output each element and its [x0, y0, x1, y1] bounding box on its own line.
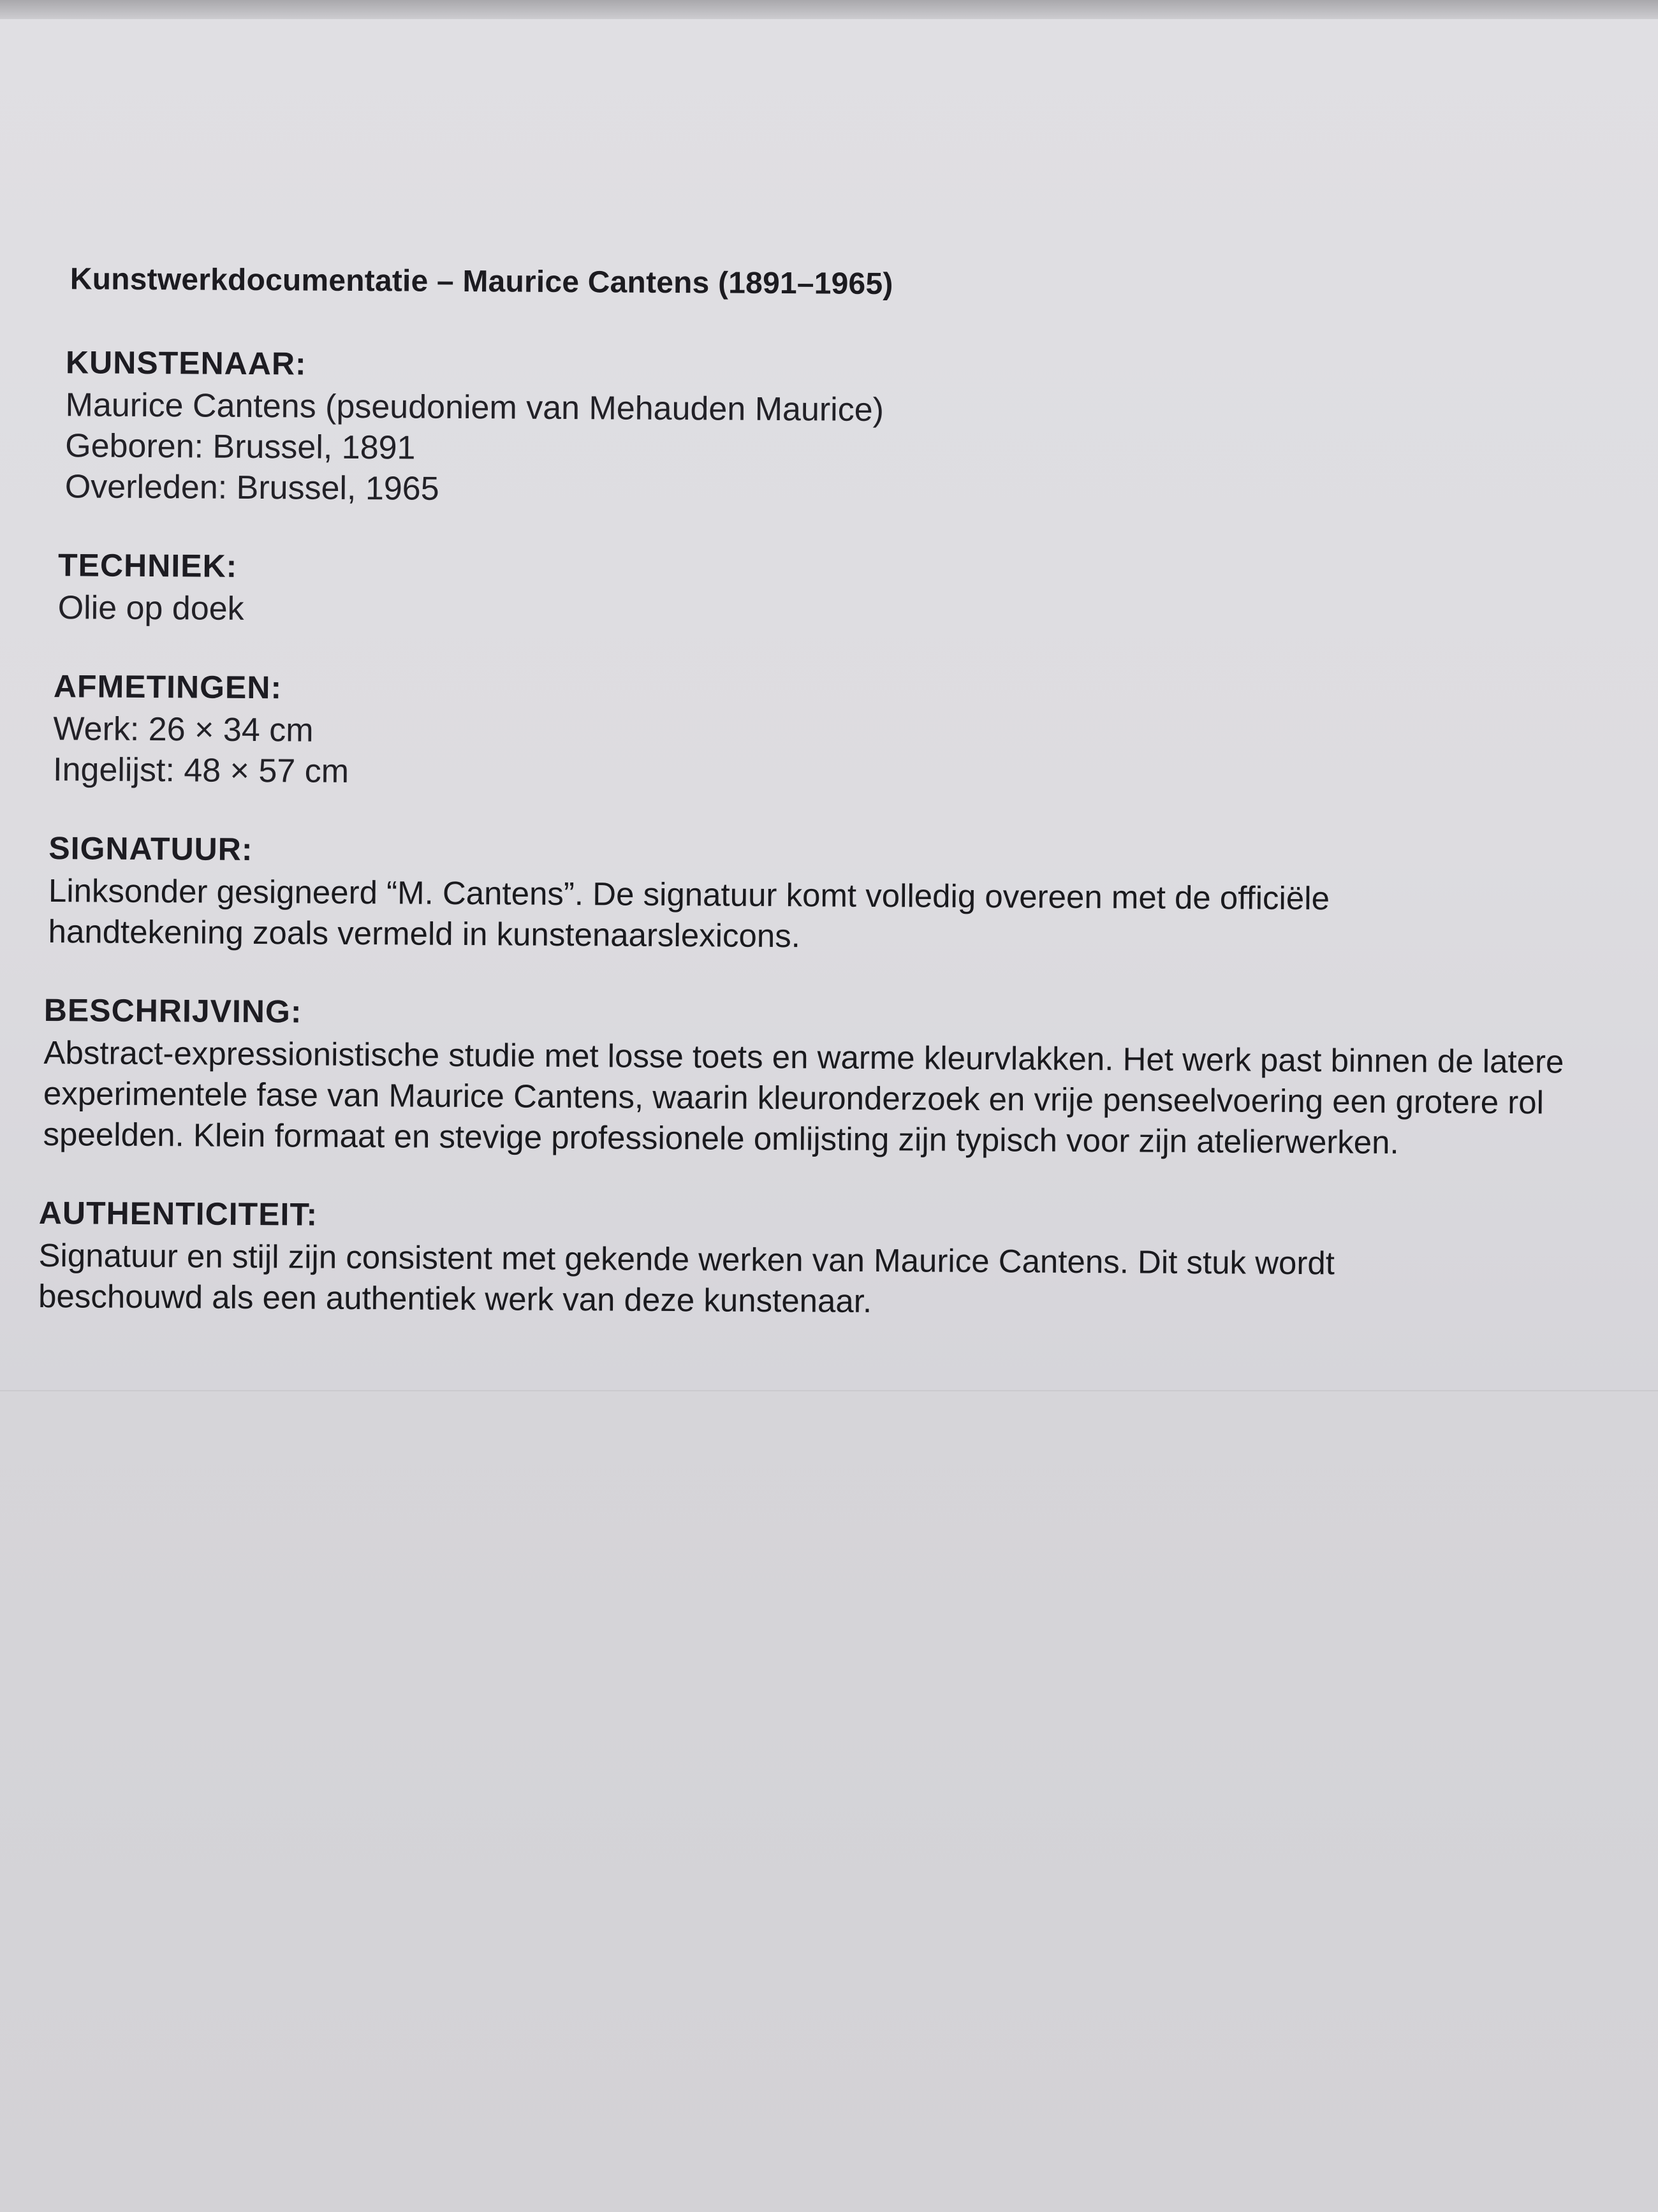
section-heading: BESCHRIJVING: [43, 992, 302, 1030]
section-heading: SIGNATUUR: [48, 830, 253, 868]
section-signatuur [48, 830, 1610, 962]
lower-paper [0, 1390, 1658, 2212]
section-heading: KUNSTENAAR: [65, 344, 307, 382]
section-techniek [57, 546, 1611, 638]
dimensions-work: Werk: 26 × 34 cm [53, 710, 314, 749]
section-authenticiteit [38, 1194, 1608, 1326]
section-heading: AUTHENTICITEIT: [38, 1194, 318, 1233]
section-afmetingen [53, 668, 1611, 800]
document-title: Kunstwerkdocumentatie – Maurice Cantens (1891–1965) [70, 262, 893, 302]
section-heading: TECHNIEK: [57, 547, 238, 584]
authenticity-text: Signatuur en stijl zijn consistent met gekende werken van Maurice Cantens. Dit stuk wordt beschouwd als een authentiek werk van deze kunstenaar. [38, 1236, 1335, 1319]
artist-died: Overleden: Brussel, 1965 [64, 468, 439, 508]
signature-text: Linksonder gesigneerd “M. Cantens”. De signatuur komt volledig overeen met de officiële handtekening zoals vermeld in kunstenaarslexicons. [48, 872, 1330, 955]
description-text: Abstract-expressionistische studie met losse toets en warme kleurvlakken. Het werk past binnen de latere experimentele fase van Maurice Cantens, waarin kleuronderzoek en vrije penseelvoering een grotere rol speelden. Klein formaat en stevige professionele omlijsting zijn typisch voor zijn atelierwerken. [43, 1034, 1564, 1161]
section-beschrijving [43, 992, 1609, 1164]
document-content [38, 261, 1613, 1366]
section-heading: AFMETINGEN: [53, 668, 282, 706]
technique-value: Olie op doek [57, 589, 244, 627]
artist-name: Maurice Cantens (pseudoniem van Mehauden Maurice) [65, 386, 884, 429]
artist-born: Geboren: Brussel, 1891 [65, 427, 416, 467]
section-kunstenaar [65, 344, 1613, 516]
dimensions-framed: Ingelijst: 48 × 57 cm [52, 751, 349, 790]
